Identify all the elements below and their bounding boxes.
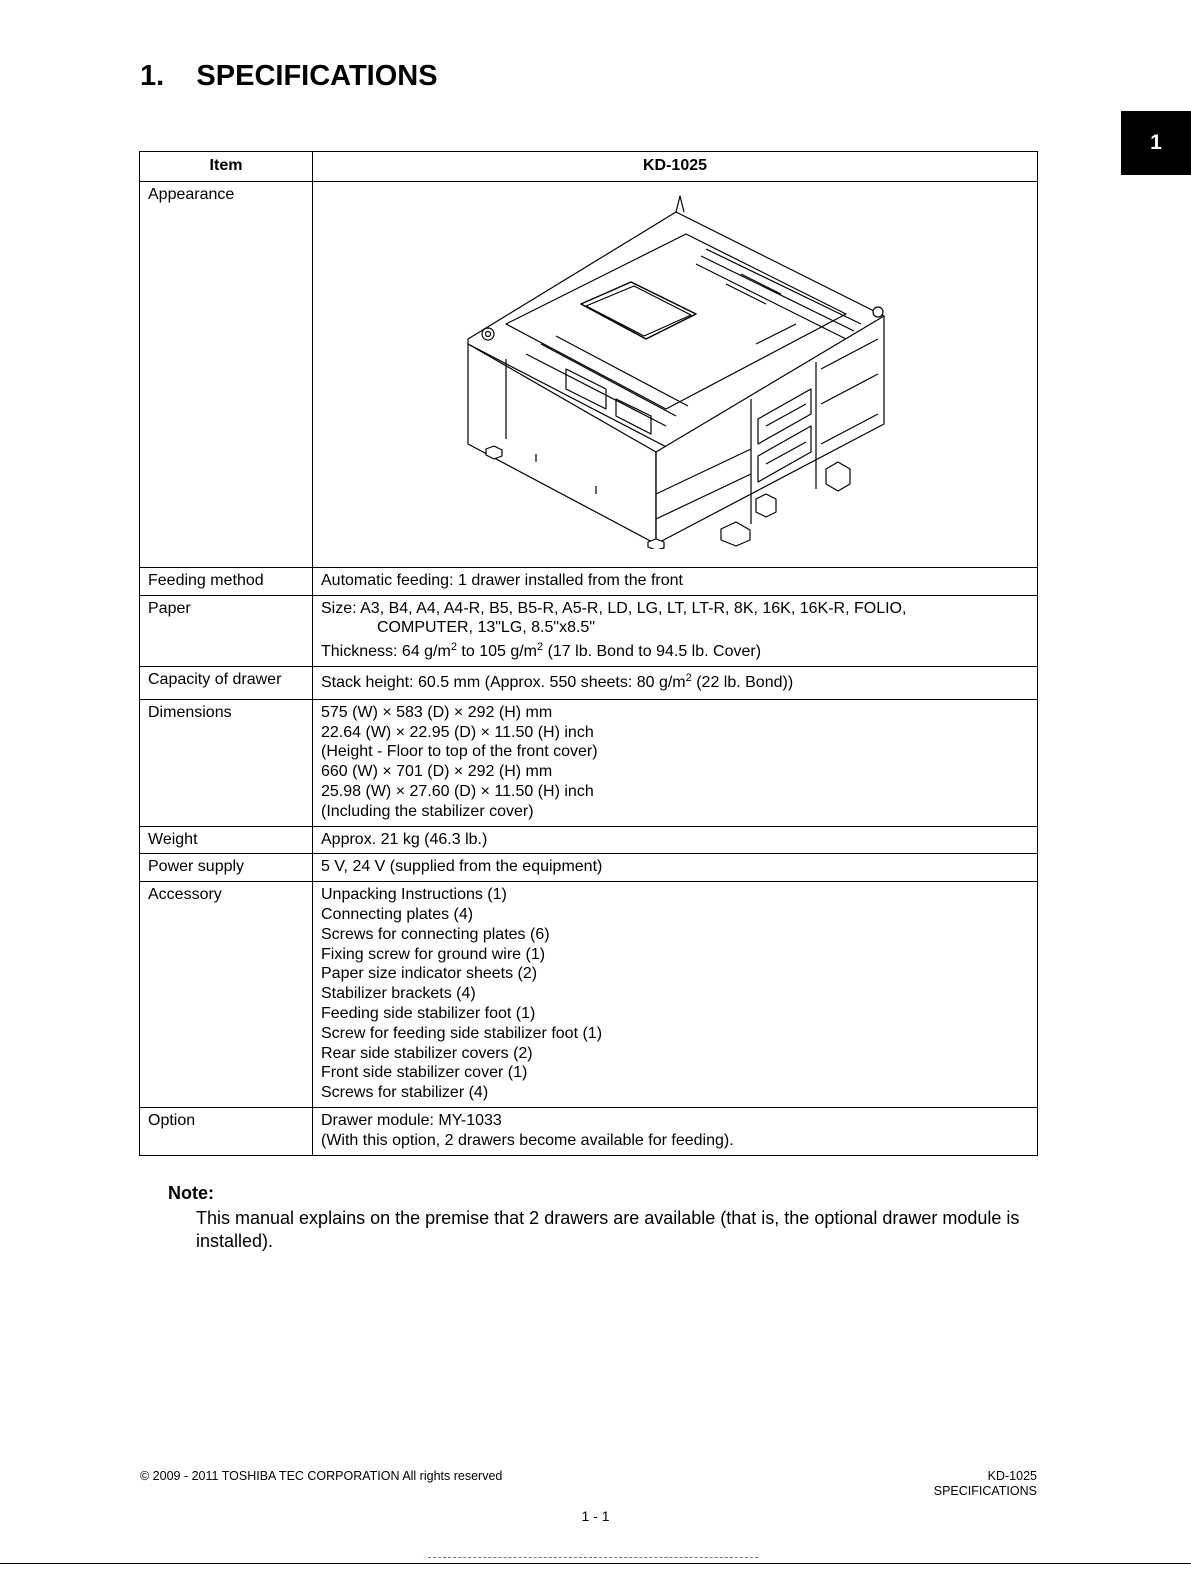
- accessory-item: Feeding side stabilizer foot (1): [321, 1004, 536, 1022]
- row-feeding-method: [140, 567, 1038, 595]
- bottom-link-underline: [428, 1557, 758, 1558]
- accessory-label: Accessory: [140, 882, 313, 1108]
- accessory-item: Screw for feeding side stabilizer foot (1): [321, 1024, 603, 1042]
- feeding-method-label: Feeding method: [140, 567, 313, 595]
- row-dimensions: [140, 699, 1038, 826]
- weight-label: Weight: [140, 826, 313, 854]
- row-capacity: [140, 666, 1038, 699]
- paper-thickness-part-a: Thickness: 64 g/m: [321, 643, 451, 661]
- dimensions-line: 575 (W) × 583 (D) × 292 (H) mm: [321, 703, 553, 721]
- bottom-divider: [0, 1563, 1191, 1564]
- accessory-item: Screws for stabilizer (4): [321, 1084, 489, 1102]
- accessory-item: Screws for connecting plates (6): [321, 925, 550, 943]
- option-line: (With this option, 2 drawers become available for feeding).: [321, 1131, 734, 1149]
- footer-model: KD-1025: [987, 1469, 1037, 1483]
- page-number: 1 - 1: [581, 1508, 610, 1524]
- specifications-table: [139, 151, 1038, 1156]
- dimensions-line: 660 (W) × 701 (D) × 292 (H) mm: [321, 763, 553, 781]
- dimensions-line: (Height - Floor to top of the front cover): [321, 743, 598, 761]
- row-option: [140, 1107, 1038, 1155]
- dimensions-line: (Including the stabilizer cover): [321, 802, 534, 820]
- feeding-method-value: Automatic feeding: 1 drawer installed from the front: [313, 567, 1038, 595]
- accessory-item: Connecting plates (4): [321, 905, 474, 923]
- dimensions-label: Dimensions: [140, 699, 313, 826]
- note-label: Note:: [168, 1183, 214, 1203]
- note: [168, 1183, 1026, 1253]
- header-item: Item: [140, 152, 313, 182]
- accessory-item: Fixing screw for ground wire (1): [321, 945, 546, 963]
- option-label: Option: [140, 1107, 313, 1155]
- paper-thickness: [321, 642, 1029, 662]
- appearance-cell: [313, 181, 1038, 567]
- page-title: 1. SPECIFICATIONS: [140, 60, 438, 92]
- capacity-part-b: (22 lb. Bond)): [691, 673, 794, 691]
- dimensions-line: 25.98 (W) × 27.60 (D) × 11.50 (H) inch: [321, 782, 594, 800]
- paper-label: Paper: [140, 595, 313, 666]
- table-header-row: [140, 152, 1038, 182]
- appearance-label: Appearance: [140, 181, 313, 567]
- chapter-tab: 1: [1121, 111, 1191, 175]
- header-model: KD-1025: [313, 152, 1038, 182]
- dimensions-line: 22.64 (W) × 22.95 (D) × 11.50 (H) inch: [321, 723, 594, 741]
- superscript-2: 2: [685, 671, 692, 684]
- footer-copyright: © 2009 - 2011 TOSHIBA TEC CORPORATION All rights reserved: [140, 1469, 503, 1483]
- accessory-item: Paper size indicator sheets (2): [321, 965, 538, 983]
- superscript-2: 2: [450, 641, 457, 654]
- weight-value: Approx. 21 kg (46.3 lb.): [313, 826, 1038, 854]
- option-line: Drawer module: MY-1033: [321, 1111, 502, 1129]
- row-accessory: [140, 882, 1038, 1108]
- option-value: [313, 1107, 1038, 1155]
- footer-model-section: [934, 1469, 1037, 1499]
- footer-section: SPECIFICATIONS: [933, 1484, 1037, 1498]
- capacity-label: Capacity of drawer: [140, 666, 313, 699]
- accessory-item: Front side stabilizer cover (1): [321, 1064, 528, 1082]
- dimensions-value: [313, 699, 1038, 826]
- row-weight: [140, 826, 1038, 854]
- paper-size-line-2: COMPUTER, 13"LG, 8.5"x8.5": [377, 619, 595, 637]
- paper-value: [313, 595, 1038, 666]
- accessory-item: Rear side stabilizer covers (2): [321, 1044, 533, 1062]
- paper-feed-pedestal-illustration: [466, 194, 886, 549]
- paper-size-line-1: Size: A3, B4, A4, A4-R, B5, B5-R, A5-R, LD, LG, LT, LT-R, 8K, 16K, 16K-R, FOLIO,: [321, 599, 907, 617]
- capacity-value: [313, 666, 1038, 699]
- row-paper: [140, 595, 1038, 666]
- row-power-supply: [140, 854, 1038, 882]
- accessory-item: Stabilizer brackets (4): [321, 985, 476, 1003]
- capacity-part-a: Stack height: 60.5 mm (Approx. 550 sheets: 80 g/m: [321, 673, 686, 691]
- note-text: This manual explains on the premise that 2 drawers are available (that is, the optional drawer module is installed).: [196, 1208, 1020, 1251]
- accessory-item: Unpacking Instructions (1): [321, 886, 507, 904]
- superscript-2: 2: [537, 641, 544, 654]
- paper-thickness-part-c: (17 lb. Bond to 94.5 lb. Cover): [543, 643, 762, 661]
- accessory-value: [313, 882, 1038, 1108]
- row-appearance: [140, 181, 1038, 567]
- paper-thickness-part-b: to 105 g/m: [456, 643, 537, 661]
- power-supply-value: 5 V, 24 V (supplied from the equipment): [313, 854, 1038, 882]
- power-supply-label: Power supply: [140, 854, 313, 882]
